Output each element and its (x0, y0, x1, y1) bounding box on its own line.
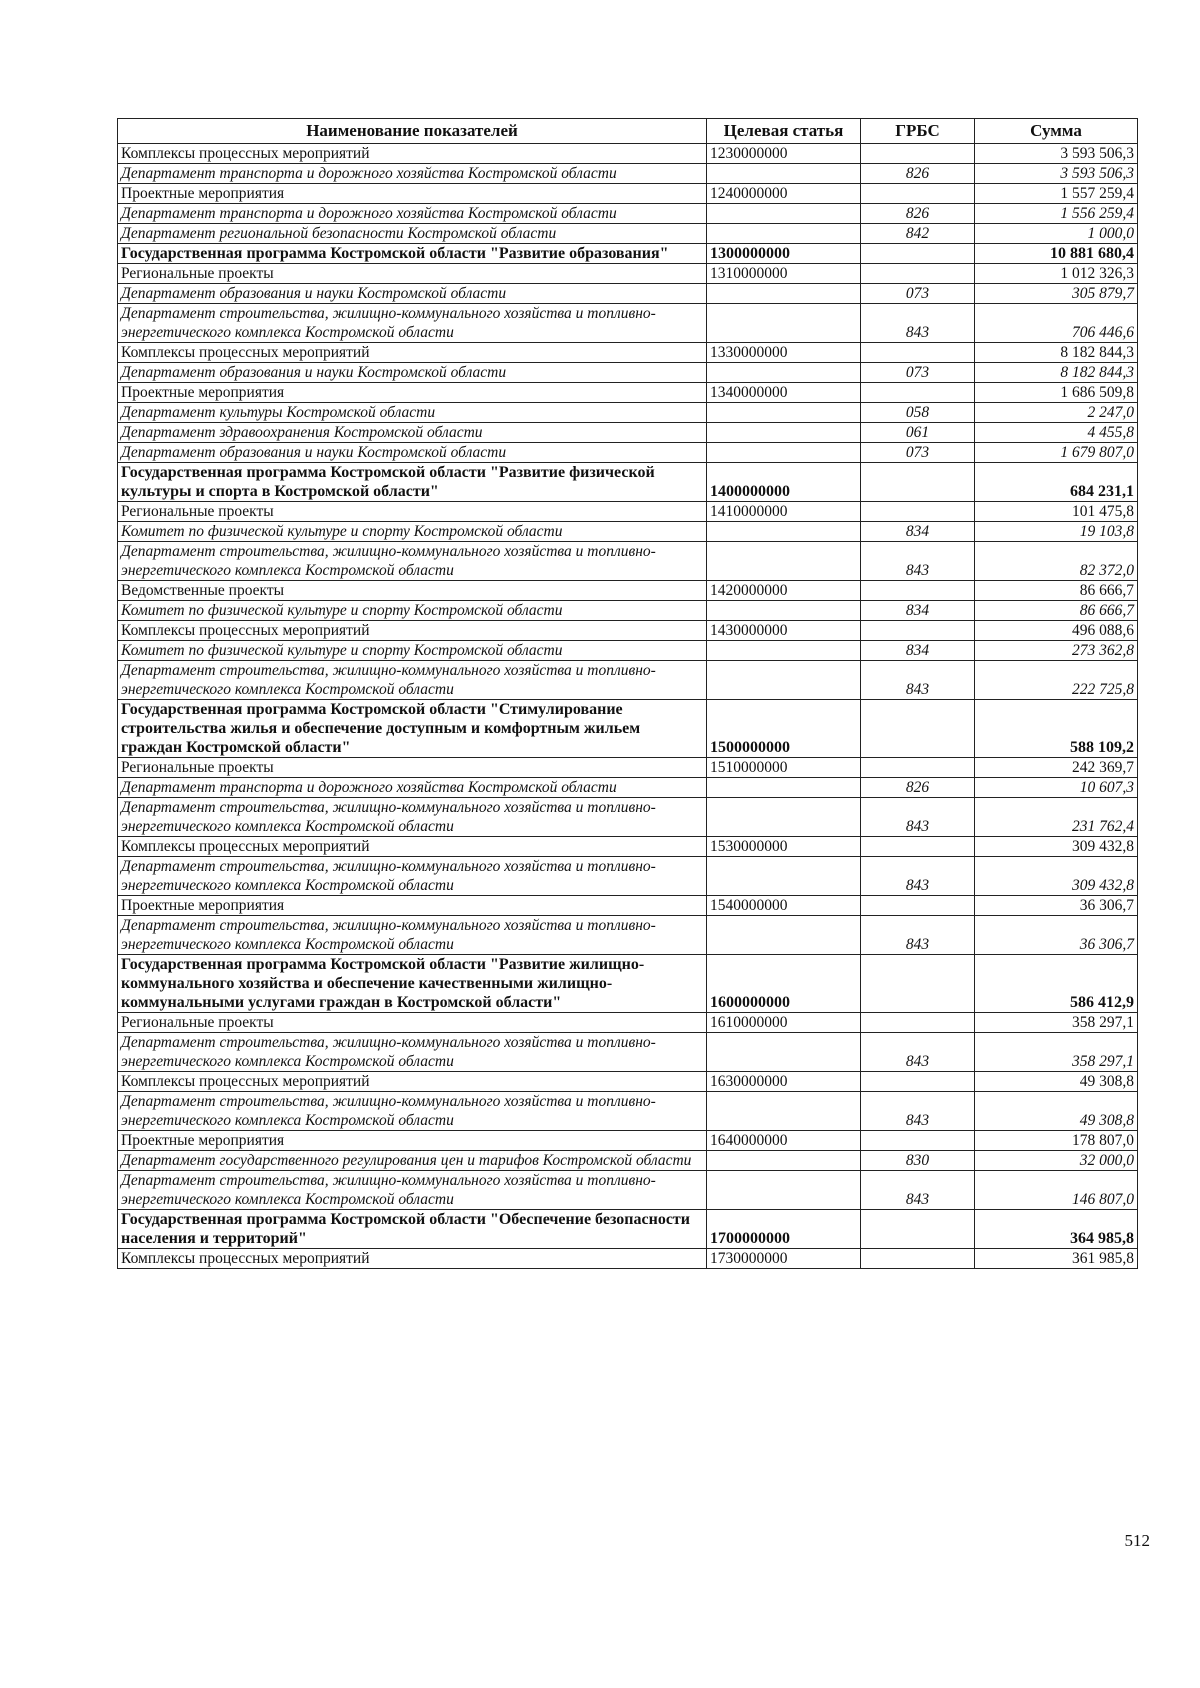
cell-sum: 3 593 506,3 (975, 164, 1138, 184)
cell-grbs: 843 (861, 1033, 975, 1072)
cell-name: Департамент транспорта и дорожного хозяйства Костромской области (118, 778, 707, 798)
cell-grbs: 843 (861, 798, 975, 837)
table-row (118, 1210, 1138, 1249)
cell-sum: 49 308,8 (975, 1072, 1138, 1092)
table-row (118, 383, 1138, 403)
cell-name: Региональные проекты (118, 758, 707, 778)
cell-grbs: 834 (861, 641, 975, 661)
table-row (118, 1013, 1138, 1033)
cell-grbs: 061 (861, 423, 975, 443)
cell-sum: 309 432,8 (975, 837, 1138, 857)
cell-sum: 36 306,7 (975, 916, 1138, 955)
cell-grbs: 843 (861, 857, 975, 896)
cell-grbs (861, 1013, 975, 1033)
table-row (118, 403, 1138, 423)
cell-target-article: 1530000000 (707, 837, 861, 857)
cell-sum: 1 686 509,8 (975, 383, 1138, 403)
cell-grbs: 843 (861, 542, 975, 581)
cell-sum: 19 103,8 (975, 522, 1138, 542)
cell-target-article: 1540000000 (707, 896, 861, 916)
cell-name: Региональные проекты (118, 1013, 707, 1033)
cell-target-article: 1430000000 (707, 621, 861, 641)
cell-grbs: 843 (861, 304, 975, 343)
cell-grbs (861, 1131, 975, 1151)
table-row (118, 363, 1138, 383)
cell-target-article: 1510000000 (707, 758, 861, 778)
cell-target-article: 1340000000 (707, 383, 861, 403)
cell-sum: 82 372,0 (975, 542, 1138, 581)
table-row (118, 144, 1138, 164)
cell-grbs: 826 (861, 778, 975, 798)
cell-sum: 10 881 680,4 (975, 244, 1138, 264)
table-row (118, 641, 1138, 661)
table-row (118, 224, 1138, 244)
table-row (118, 857, 1138, 896)
cell-sum: 1 012 326,3 (975, 264, 1138, 284)
cell-target-article (707, 1151, 861, 1171)
cell-target-article: 1230000000 (707, 144, 861, 164)
cell-name: Департамент здравоохранения Костромской области (118, 423, 707, 443)
cell-sum: 358 297,1 (975, 1033, 1138, 1072)
header-grbs: ГРБС (861, 119, 975, 144)
cell-target-article (707, 661, 861, 700)
cell-name: Комплексы процессных мероприятий (118, 343, 707, 363)
cell-name: Комитет по физической культуре и спорту Костромской области (118, 641, 707, 661)
cell-name: Комплексы процессных мероприятий (118, 837, 707, 857)
cell-grbs (861, 758, 975, 778)
cell-sum: 684 231,1 (975, 463, 1138, 502)
cell-name: Департамент культуры Костромской области (118, 403, 707, 423)
cell-name: Департамент строительства, жилищно-коммунального хозяйства и топливно-энергетического комплекса Костромской области (118, 542, 707, 581)
table-row (118, 164, 1138, 184)
cell-name: Комплексы процессных мероприятий (118, 621, 707, 641)
cell-grbs (861, 1249, 975, 1269)
cell-grbs (861, 502, 975, 522)
cell-target-article: 1420000000 (707, 581, 861, 601)
table-row (118, 1151, 1138, 1171)
cell-grbs: 842 (861, 224, 975, 244)
table-row (118, 758, 1138, 778)
table-row (118, 1072, 1138, 1092)
cell-name: Региональные проекты (118, 264, 707, 284)
cell-sum: 586 412,9 (975, 955, 1138, 1013)
cell-grbs: 843 (861, 916, 975, 955)
table-row (118, 463, 1138, 502)
cell-target-article: 1500000000 (707, 700, 861, 758)
cell-target-article (707, 423, 861, 443)
cell-target-article: 1300000000 (707, 244, 861, 264)
table-row (118, 443, 1138, 463)
cell-name: Проектные мероприятия (118, 896, 707, 916)
cell-sum: 358 297,1 (975, 1013, 1138, 1033)
cell-target-article (707, 1033, 861, 1072)
cell-target-article (707, 857, 861, 896)
cell-sum: 231 762,4 (975, 798, 1138, 837)
cell-name: Департамент образования и науки Костромской области (118, 363, 707, 383)
cell-target-article: 1630000000 (707, 1072, 861, 1092)
cell-grbs (861, 837, 975, 857)
cell-sum: 242 369,7 (975, 758, 1138, 778)
cell-target-article: 1610000000 (707, 1013, 861, 1033)
table-row (118, 621, 1138, 641)
table-row (118, 601, 1138, 621)
cell-name: Департамент транспорта и дорожного хозяйства Костромской области (118, 204, 707, 224)
cell-sum: 361 985,8 (975, 1249, 1138, 1269)
cell-sum: 1 557 259,4 (975, 184, 1138, 204)
cell-sum: 222 725,8 (975, 661, 1138, 700)
cell-name: Ведомственные проекты (118, 581, 707, 601)
header-sum: Сумма (975, 119, 1138, 144)
table-row (118, 1249, 1138, 1269)
cell-grbs (861, 264, 975, 284)
cell-name: Государственная программа Костромской области "Развитие жилищно-коммунального хозяйства и обеспечение качественными жилищно-коммунальными услугами граждан в Костромской области" (118, 955, 707, 1013)
cell-target-article: 1400000000 (707, 463, 861, 502)
table-row (118, 700, 1138, 758)
cell-grbs (861, 896, 975, 916)
cell-name: Комитет по физической культуре и спорту Костромской области (118, 601, 707, 621)
cell-target-article (707, 204, 861, 224)
table-row (118, 1092, 1138, 1131)
cell-sum: 496 088,6 (975, 621, 1138, 641)
page-number: 512 (1124, 1531, 1150, 1550)
table-row (118, 661, 1138, 700)
cell-sum: 146 807,0 (975, 1171, 1138, 1210)
table-row (118, 244, 1138, 264)
cell-grbs: 826 (861, 164, 975, 184)
cell-sum: 273 362,8 (975, 641, 1138, 661)
cell-target-article: 1700000000 (707, 1210, 861, 1249)
cell-target-article (707, 1092, 861, 1131)
cell-grbs: 073 (861, 284, 975, 304)
cell-grbs (861, 621, 975, 641)
cell-sum: 588 109,2 (975, 700, 1138, 758)
table-row (118, 1131, 1138, 1151)
table-row (118, 343, 1138, 363)
table-row (118, 522, 1138, 542)
cell-target-article: 1730000000 (707, 1249, 861, 1269)
cell-sum: 1 556 259,4 (975, 204, 1138, 224)
table-row (118, 542, 1138, 581)
cell-name: Комплексы процессных мероприятий (118, 1072, 707, 1092)
cell-name: Департамент строительства, жилищно-коммунального хозяйства и топливно-энергетического комплекса Костромской области (118, 1171, 707, 1210)
table-header-row (118, 119, 1138, 144)
cell-grbs: 830 (861, 1151, 975, 1171)
cell-name: Государственная программа Костромской области "Стимулирование строительства жилья и обеспечение доступным и комфортным жильем граждан Костромской области" (118, 700, 707, 758)
cell-grbs: 834 (861, 522, 975, 542)
cell-name: Проектные мероприятия (118, 383, 707, 403)
cell-name: Департамент транспорта и дорожного хозяйства Костромской области (118, 164, 707, 184)
cell-target-article: 1410000000 (707, 502, 861, 522)
cell-grbs (861, 1072, 975, 1092)
cell-name: Комитет по физической культуре и спорту Костромской области (118, 522, 707, 542)
cell-target-article: 1640000000 (707, 1131, 861, 1151)
cell-grbs (861, 184, 975, 204)
cell-sum: 305 879,7 (975, 284, 1138, 304)
cell-name: Государственная программа Костромской области "Развитие образования" (118, 244, 707, 264)
cell-sum: 309 432,8 (975, 857, 1138, 896)
cell-target-article (707, 522, 861, 542)
table-row (118, 264, 1138, 284)
table-row (118, 502, 1138, 522)
cell-sum: 86 666,7 (975, 601, 1138, 621)
cell-sum: 36 306,7 (975, 896, 1138, 916)
cell-name: Департамент строительства, жилищно-коммунального хозяйства и топливно-энергетического комплекса Костромской области (118, 1092, 707, 1131)
cell-name: Департамент строительства, жилищно-коммунального хозяйства и топливно-энергетического комплекса Костромской области (118, 916, 707, 955)
cell-target-article: 1600000000 (707, 955, 861, 1013)
cell-grbs: 073 (861, 443, 975, 463)
cell-name: Проектные мероприятия (118, 184, 707, 204)
cell-target-article (707, 798, 861, 837)
table-row (118, 896, 1138, 916)
header-target-article: Целевая статья (707, 119, 861, 144)
cell-target-article (707, 778, 861, 798)
budget-table (117, 118, 1138, 1269)
cell-name: Проектные мероприятия (118, 1131, 707, 1151)
cell-sum: 8 182 844,3 (975, 343, 1138, 363)
cell-name: Государственная программа Костромской области "Обеспечение безопасности населения и территорий" (118, 1210, 707, 1249)
table-row (118, 798, 1138, 837)
table-row (118, 284, 1138, 304)
cell-grbs: 826 (861, 204, 975, 224)
cell-target-article (707, 916, 861, 955)
cell-name: Департамент строительства, жилищно-коммунального хозяйства и топливно-энергетического комплекса Костромской области (118, 857, 707, 896)
cell-target-article (707, 304, 861, 343)
cell-target-article (707, 284, 861, 304)
cell-grbs (861, 244, 975, 264)
cell-target-article (707, 1171, 861, 1210)
cell-target-article: 1310000000 (707, 264, 861, 284)
cell-target-article: 1240000000 (707, 184, 861, 204)
cell-target-article (707, 542, 861, 581)
cell-sum: 1 679 807,0 (975, 443, 1138, 463)
cell-name: Департамент образования и науки Костромской области (118, 443, 707, 463)
cell-grbs: 843 (861, 1092, 975, 1131)
budget-sheet (117, 118, 1137, 1269)
cell-grbs: 843 (861, 661, 975, 700)
cell-target-article (707, 443, 861, 463)
table-row (118, 581, 1138, 601)
cell-grbs (861, 383, 975, 403)
table-row (118, 1171, 1138, 1210)
cell-sum: 3 593 506,3 (975, 144, 1138, 164)
cell-grbs (861, 144, 975, 164)
cell-name: Департамент строительства, жилищно-коммунального хозяйства и топливно-энергетического комплекса Костромской области (118, 798, 707, 837)
cell-sum: 8 182 844,3 (975, 363, 1138, 383)
cell-sum: 706 446,6 (975, 304, 1138, 343)
table-row (118, 184, 1138, 204)
cell-name: Департамент строительства, жилищно-коммунального хозяйства и топливно-энергетического комплекса Костромской области (118, 661, 707, 700)
table-body (118, 144, 1138, 1269)
cell-target-article (707, 601, 861, 621)
cell-grbs: 843 (861, 1171, 975, 1210)
table-row (118, 1033, 1138, 1072)
cell-name: Комплексы процессных мероприятий (118, 1249, 707, 1269)
cell-sum: 86 666,7 (975, 581, 1138, 601)
cell-sum: 32 000,0 (975, 1151, 1138, 1171)
cell-sum: 10 607,3 (975, 778, 1138, 798)
table-row (118, 204, 1138, 224)
table-row (118, 423, 1138, 443)
cell-name: Департамент строительства, жилищно-коммунального хозяйства и топливно-энергетического комплекса Костромской области (118, 1033, 707, 1072)
cell-sum: 101 475,8 (975, 502, 1138, 522)
cell-name: Департамент строительства, жилищно-коммунального хозяйства и топливно-энергетического комплекса Костромской области (118, 304, 707, 343)
table-row (118, 304, 1138, 343)
cell-name: Департамент региональной безопасности Костромской области (118, 224, 707, 244)
cell-name: Государственная программа Костромской области "Развитие физической культуры и спорта в Костромской области" (118, 463, 707, 502)
cell-grbs: 058 (861, 403, 975, 423)
cell-target-article (707, 224, 861, 244)
cell-name: Департамент образования и науки Костромской области (118, 284, 707, 304)
cell-grbs (861, 700, 975, 758)
cell-grbs: 073 (861, 363, 975, 383)
cell-target-article: 1330000000 (707, 343, 861, 363)
header-name: Наименование показателей (118, 119, 707, 144)
cell-name: Региональные проекты (118, 502, 707, 522)
cell-grbs (861, 463, 975, 502)
cell-name: Комплексы процессных мероприятий (118, 144, 707, 164)
table-row (118, 955, 1138, 1013)
cell-grbs (861, 343, 975, 363)
table-row (118, 916, 1138, 955)
cell-target-article (707, 641, 861, 661)
cell-target-article (707, 164, 861, 184)
cell-sum: 1 000,0 (975, 224, 1138, 244)
cell-grbs (861, 581, 975, 601)
table-row (118, 837, 1138, 857)
cell-sum: 49 308,8 (975, 1092, 1138, 1131)
table-row (118, 778, 1138, 798)
cell-name: Департамент государственного регулирования цен и тарифов Костромской области (118, 1151, 707, 1171)
cell-target-article (707, 363, 861, 383)
cell-target-article (707, 403, 861, 423)
cell-sum: 178 807,0 (975, 1131, 1138, 1151)
cell-sum: 2 247,0 (975, 403, 1138, 423)
cell-sum: 4 455,8 (975, 423, 1138, 443)
cell-grbs (861, 1210, 975, 1249)
cell-grbs: 834 (861, 601, 975, 621)
cell-sum: 364 985,8 (975, 1210, 1138, 1249)
cell-grbs (861, 955, 975, 1013)
